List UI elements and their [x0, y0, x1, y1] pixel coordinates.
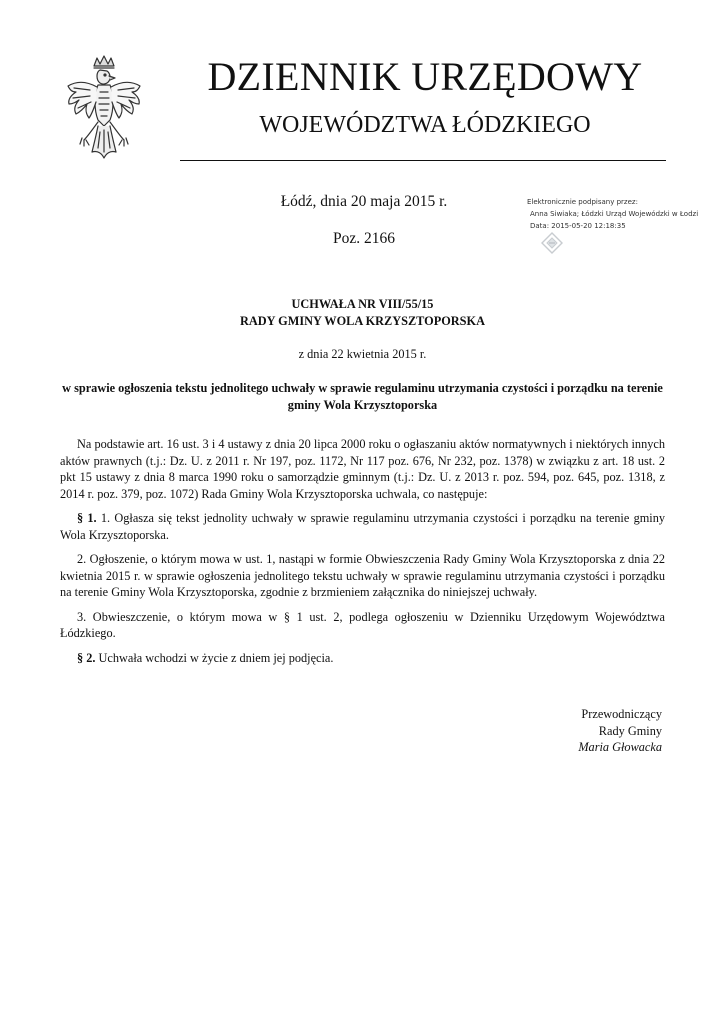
resolution-date: z dnia 22 kwietnia 2015 r.: [298, 347, 427, 361]
issue-date: Łódź, dnia 20 maja 2015 r.: [280, 193, 448, 210]
signoff-name: Maria Głowacka: [578, 740, 662, 754]
signoff-role-line1: Przewodniczący: [581, 707, 662, 721]
signature-verification-icon: [540, 231, 564, 255]
resolution-title: [60, 296, 665, 330]
electronic-signature-block: [527, 196, 697, 232]
signoff-block: [470, 706, 662, 756]
resolution-body: [60, 436, 665, 674]
signature-label: Elektronicznie podpisany przez:: [527, 198, 638, 206]
section-1-item-3: 3. Obwieszczenie, o którym mowa w § 1 ust. 2, podlega ogłoszeniu w Dzienniku Urzędowym Województwa Łódzkiego.: [60, 609, 665, 640]
masthead-divider: [180, 160, 666, 161]
section-2-text: Uchwała wchodzi w życie z dniem jej podjęcia.: [95, 650, 334, 665]
section-1-text: 1. Ogłasza się tekst jednolity uchwały w sprawie regulaminu utrzymania czystości i porządku na terenie gminy Wola Krzysztoporska.: [60, 511, 665, 542]
signoff-role-line2: Rady Gminy: [598, 723, 662, 738]
section-2-paragraph: [60, 650, 665, 667]
section-1-item-2: 2. Ogłoszenie, o którym mowa w ust. 1, nastąpi w formie Obwieszczenia Rady Gminy Wola Krzysztoporska z dnia 22 kwietnia 2015 r. w sprawie ogłoszenia jednolitego tekstu uchwały w sprawie regulaminu utrzymania czystości i porządku na terenie Gminy Wola Krzysztoporska, zgodnie z brzmieniem załącznika do niniejszej uchwały.: [60, 552, 665, 599]
resolution-subject: w sprawie ogłoszenia tekstu jednolitego uchwały w sprawie regulaminu utrzymania czystości i porządku na terenie gminy Wola Krzysztoporska: [62, 381, 663, 412]
gazette-title: DZIENNIK URZĘDOWY: [207, 54, 643, 99]
preamble-paragraph: Na podstawie art. 16 ust. 3 i 4 ustawy z dnia 20 lipca 2000 roku o ogłaszaniu aktów normatywnych i niektórych innych aktów prawnych (t.j.: Dz. U. z 2011 r. Nr 197, poz. 1172, Nr 117 poz. 676, Nr 232, poz. 1378) w związku z art. 18 ust. 2 pkt 15 ustawy z dnia 8 marca 1990 roku o samorządzie gminnym (t.j.: Dz. U. z 2013 r. poz. 594, poz. 645, poz. 1318, z 2014 r. poz. 379, poz. 1072) Rada Gminy Wola Krzysztoporska uchwala, co następuje:: [60, 437, 665, 501]
gazette-subtitle: WOJEWÓDZTWA ŁÓDZKIEGO: [259, 112, 591, 138]
section-1-paragraph: [60, 510, 665, 543]
signature-date: Data: 2015-05-20 12:18:35: [530, 222, 626, 230]
section-1-mark: § 1.: [77, 511, 97, 525]
polish-eagle-emblem-icon: [60, 52, 148, 164]
resolution-council: RADY GMINY WOLA KRZYSZTOPORSKA: [240, 314, 485, 328]
resolution-number: UCHWAŁA NR VIII/55/15: [291, 297, 434, 311]
section-2-mark: § 2.: [77, 650, 96, 665]
signature-signer: Anna Siwiaka; Łódzki Urząd Wojewódzki w Łodzi: [530, 210, 699, 218]
issue-position: Poz. 2166: [333, 230, 395, 247]
